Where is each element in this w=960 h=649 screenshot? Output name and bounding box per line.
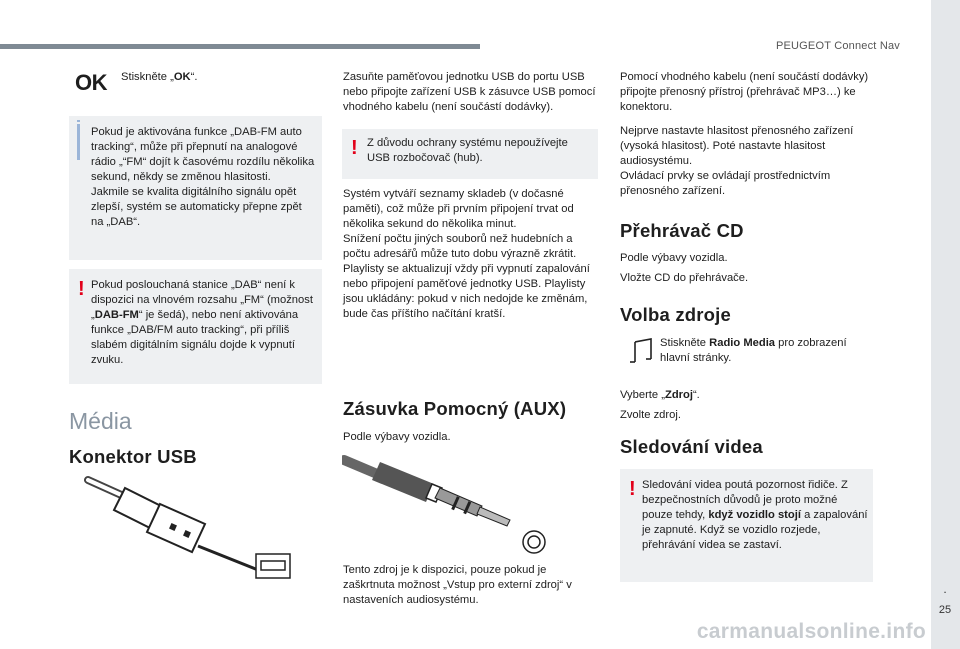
playlist-text-3: Playlisty se aktualizují vždy při vypnutí zapalování nebo připojení paměťové jednotky USB. Playlisty jsou ukládány: pokud v nich nedojde ke změnám, bude čas příštího načítání kratší. — [343, 263, 590, 320]
usb-intro: Zasuňte paměťovou jednotku USB do portu USB nebo připojte zařízení USB k zásuvce USB pomocí vhodného kabelu (není součástí dodávky). — [343, 71, 596, 113]
ok-instruction: Stiskněte „OK“. — [121, 71, 198, 83]
cd-line-2: Vložte CD do přehrávače. — [620, 272, 749, 284]
page-number: 25 — [938, 604, 952, 616]
heading-aux: Zásuvka Pomocný (AUX) — [343, 398, 567, 419]
continue-marker: . — [943, 582, 947, 596]
warning-box-video — [620, 469, 873, 582]
warning-box-usb-hub — [342, 129, 598, 179]
section-title-media: Média — [69, 408, 132, 434]
ok-button-icon: OK — [75, 70, 107, 95]
source-press-text: Stiskněte Radio Media pro zobrazení hlavní stránky. — [660, 337, 847, 364]
aux-volume-text-1: Nejprve nastavte hlasitost přenosného zařízení (vysoká hlasitost). Poté nastavte hlasitost audiosystému. — [620, 125, 854, 167]
playlist-text-1: Systém vytváří seznamy skladeb (v dočasné paměti), což může při prvním připojení trvat od několika sekund do několika minut. — [343, 188, 574, 230]
video-warning-text: Sledování videa poutá pozornost řidiče. Z bezpečnostních důvodů je proto možné pouze tehdy, když vozidlo stojí a zapalování je zapnuté. Když se vozidlo rozjede, přehrávání videa se zastaví. — [642, 479, 868, 551]
source-choose-text: Zvolte zdroj. — [620, 409, 681, 421]
source-select-text: Vyberte „Zdroj“. — [620, 389, 700, 401]
watermark: carmanualsonline.info — [696, 620, 926, 643]
jack-connector-icon — [342, 450, 552, 555]
usb-warning-text: Z důvodu ochrany systému nepoužívejte USB rozbočovač (hub). — [367, 137, 568, 164]
aux-note: Tento zdroj je k dispozici, pouze pokud je zaškrtnuta možnost „Vstup pro externí zdroj“ v nastaveních audiosystému. — [343, 564, 572, 606]
warning-icon: ! — [78, 278, 85, 300]
page-side-band — [931, 0, 960, 649]
aux-volume-text-2: Ovládací prvky se ovládají prostřednictvím přenosného zařízení. — [620, 170, 831, 197]
warning-icon: ! — [629, 478, 636, 500]
header-rule — [0, 44, 480, 49]
info-text-2: Jakmile se kvalita digitálního signálu opět zlepší, systém se automaticky přepne zpět na „DAB“. — [91, 186, 302, 228]
playlist-text-2: Snížení počtu jiných souborů než hudebních a počtu adresářů může tuto dobu výrazně zkrátit. — [343, 233, 577, 260]
warning-box-dab — [69, 269, 322, 384]
warning-text-dab: Pokud poslouchaná stanice „DAB“ není k dispozici na vlnovém rozsahu „FM“ (možnost „DAB-FM“ je šedá), nebo není aktivována funkce „DAB/FM auto tracking“, při příliš slabém digitálním signálu dojde k vypnutí zvuku. — [91, 279, 313, 366]
aux-intro: Podle výbavy vozidla. — [343, 431, 451, 443]
heading-source: Volba zdroje — [620, 304, 732, 325]
cd-line-1: Podle výbavy vozidla. — [620, 252, 728, 264]
info-box-dab — [69, 116, 322, 260]
heading-usb: Konektor USB — [69, 446, 197, 467]
warning-icon: ! — [351, 137, 358, 159]
info-icon — [77, 124, 80, 160]
music-note-icon — [629, 337, 655, 367]
heading-cd: Přehrávač CD — [620, 220, 744, 241]
usb-connector-icon — [80, 474, 300, 584]
header-title: PEUGEOT Connect Nav — [775, 40, 900, 52]
aux-cable-text: Pomocí vhodného kabelu (není součástí dodávky) připojte přenosný přístroj (přehrávač MP3…) ke konektoru. — [620, 71, 869, 113]
heading-video: Sledování videa — [620, 436, 763, 457]
info-text-1: Pokud je aktivována funkce „DAB-FM auto tracking“, může při přepnutí na analogové rádio „“FM“ dojít k časovému rozdílu několika sekund, někdy se změnou hlasitosti. — [91, 126, 315, 183]
